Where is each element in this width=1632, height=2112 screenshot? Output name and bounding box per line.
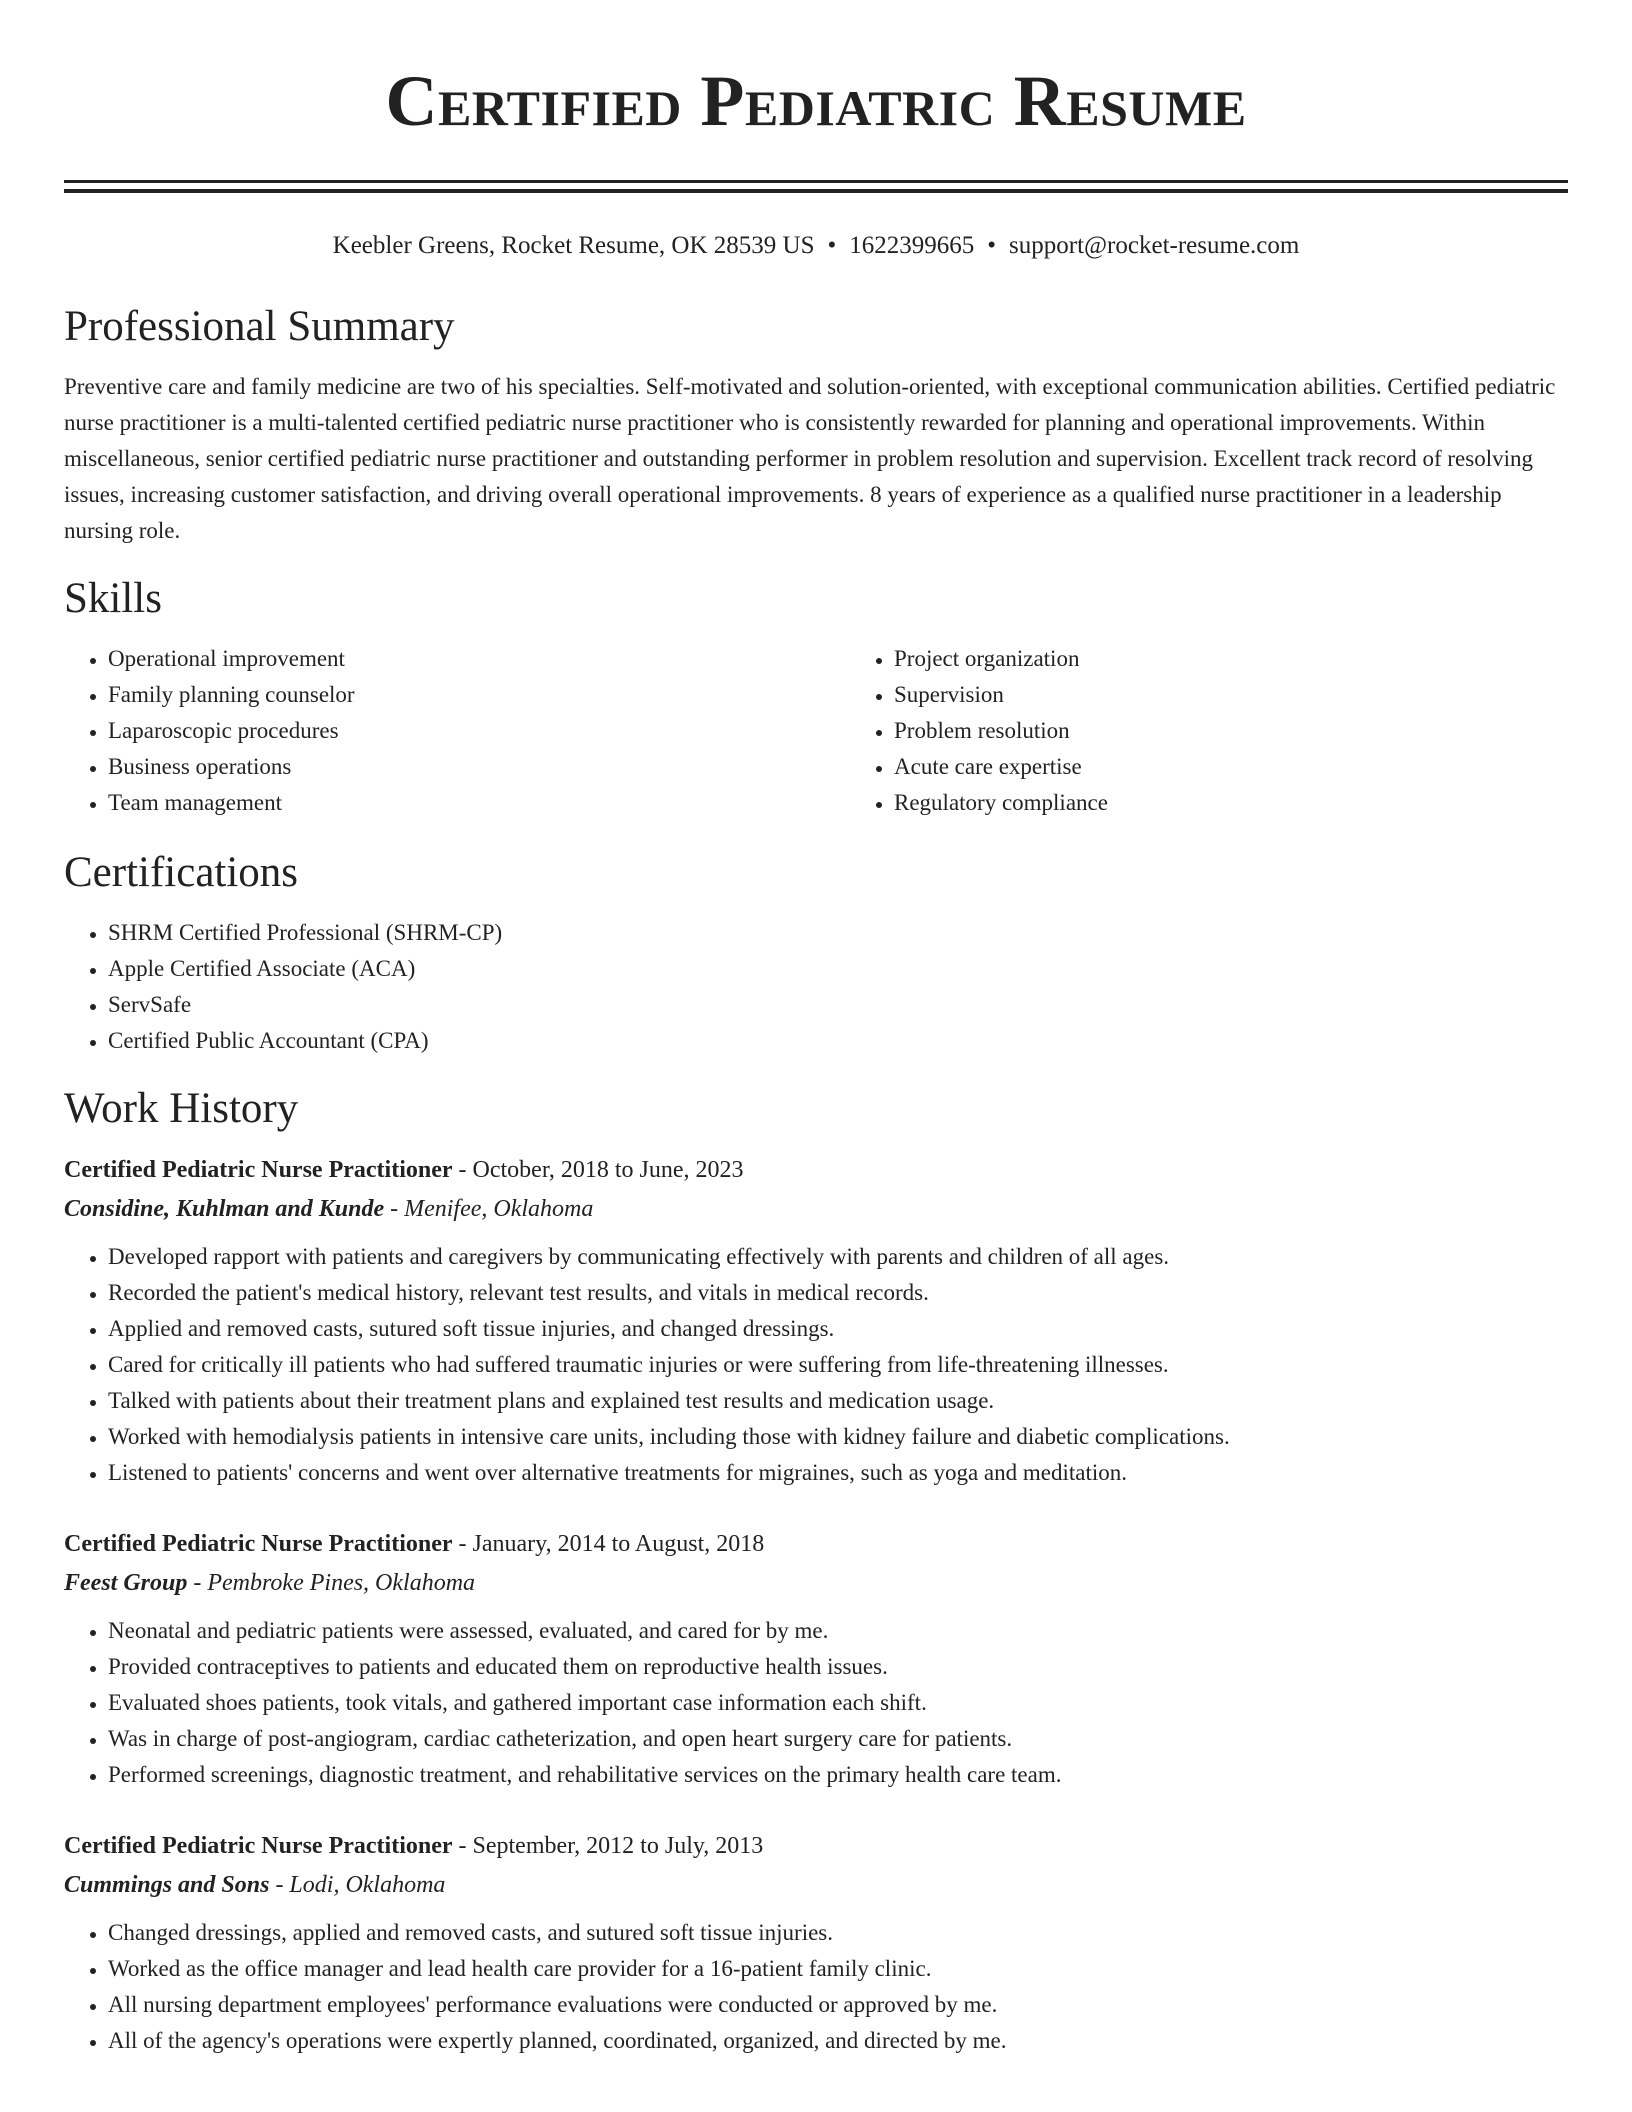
- title-divider-bottom: [64, 189, 1568, 193]
- contact-address: Keebler Greens, Rocket Resume, OK 28539 US: [332, 232, 815, 259]
- job-duty: • Applied and removed casts, sutured soft tissue injuries, and changed dressings.: [108, 1311, 1568, 1347]
- skill-item: • Supervision: [894, 677, 1632, 713]
- summary-heading: Professional Summary: [64, 303, 455, 350]
- job-company-line: [64, 1189, 1568, 1229]
- job-duty: • Evaluated shoes patients, took vitals, and gathered important case information each shift.: [108, 1685, 1568, 1721]
- skills-list-left: [64, 641, 850, 821]
- job-duty: • Cared for critically ill patients who had suffered traumatic injuries or were suffering from life-threatening illnesses.: [108, 1347, 1568, 1383]
- job-company-line: [64, 1865, 1568, 1905]
- skill-item: • Regulatory compliance: [894, 785, 1632, 821]
- skills-list-right: [850, 641, 1632, 821]
- job-title-line: [64, 1827, 1568, 1865]
- job-title: Certified Pediatric Nurse Practitioner: [64, 1157, 453, 1183]
- job-location: - Menifee, Oklahoma: [384, 1196, 594, 1222]
- certification-item: • SHRM Certified Professional (SHRM-CP): [108, 915, 1568, 951]
- job-duty: • All nursing department employees' performance evaluations were conducted or approved by me.: [108, 1987, 1568, 2023]
- job-dates: - September, 2012 to July, 2013: [452, 1833, 764, 1859]
- job-duty: • Talked with patients about their treatment plans and explained test results and medication usage.: [108, 1383, 1568, 1419]
- certifications-heading: Certifications: [64, 849, 299, 896]
- skill-item: • Team management: [108, 785, 850, 821]
- work-history-heading: Work History: [64, 1085, 299, 1132]
- job-duty: • Performed screenings, diagnostic treatment, and rehabilitative services on the primary health care team.: [108, 1757, 1568, 1793]
- summary-text: Preventive care and family medicine are two of his specialties. Self-motivated and solution-oriented, with exceptional communication abilities. Certified pediatric nurse practitioner is a multi-talented certified pediatric nurse practitioner who is consistently rewarded for planning and operational improvements. Within miscellaneous, senior certified pediatric nurse practitioner and outstanding performer in problem resolution and supervision. Excellent track record of resolving issues, increasing customer satisfaction, and driving overall operational improvements. 8 years of experience as a qualified nurse practitioner in a leadership nursing role.: [64, 374, 1556, 543]
- skill-item: • Problem resolution: [894, 713, 1632, 749]
- job-company-line: [64, 1563, 1568, 1603]
- job-duties-list: [64, 1613, 1568, 1793]
- job-duty: • Worked with hemodialysis patients in intensive care units, including those with kidney failure and diabetic complications.: [108, 1419, 1568, 1455]
- skill-item: • Business operations: [108, 749, 850, 785]
- job-location: - Pembroke Pines, Oklahoma: [187, 1570, 476, 1596]
- certification-item: • Apple Certified Associate (ACA): [108, 951, 1568, 987]
- job-title-line: [64, 1151, 1568, 1189]
- certification-item: • Certified Public Accountant (CPA): [108, 1023, 1568, 1059]
- job-duty: • Developed rapport with patients and caregivers by communicating effectively with parents and children of all ages.: [108, 1239, 1568, 1275]
- contact-separator: •: [987, 232, 997, 259]
- job-dates: - October, 2018 to June, 2023: [452, 1157, 744, 1183]
- contact-phone: 1622399665: [849, 232, 975, 259]
- contact-separator: •: [827, 232, 837, 259]
- job-duty: • Worked as the office manager and lead health care provider for a 16-patient family clinic.: [108, 1951, 1568, 1987]
- skill-item: • Acute care expertise: [894, 749, 1632, 785]
- contact-email: support@rocket-resume.com: [1009, 232, 1300, 259]
- skill-item: • Project organization: [894, 641, 1632, 677]
- job-duty: • Recorded the patient's medical history, relevant test results, and vitals in medical records.: [108, 1275, 1568, 1311]
- resume-title: Certified Pediatric Resume: [385, 61, 1247, 141]
- job-duty: • Neonatal and pediatric patients were assessed, evaluated, and cared for by me.: [108, 1613, 1568, 1649]
- job-duty: • Changed dressings, applied and removed casts, and sutured soft tissue injuries.: [108, 1915, 1568, 1951]
- job-duty: • Was in charge of post-angiogram, cardiac catheterization, and open heart surgery care for patients.: [108, 1721, 1568, 1757]
- skill-item: • Laparoscopic procedures: [108, 713, 850, 749]
- skill-item: • Operational improvement: [108, 641, 850, 677]
- title-divider-top: [64, 180, 1568, 183]
- job-title-line: [64, 1525, 1568, 1563]
- contact-line: [64, 229, 1568, 263]
- job-duties-list: [64, 1239, 1568, 1491]
- job-entry: [64, 1827, 1568, 2059]
- job-duty: • Listened to patients' concerns and went over alternative treatments for migraines, such as yoga and meditation.: [108, 1455, 1568, 1491]
- skill-item: • Family planning counselor: [108, 677, 850, 713]
- skills-columns: [64, 641, 1568, 821]
- certifications-list: [64, 915, 1568, 1059]
- job-entry: [64, 1525, 1568, 1793]
- job-company: Cummings and Sons: [64, 1872, 270, 1898]
- job-duty: • All of the agency's operations were expertly planned, coordinated, organized, and directed by me.: [108, 2023, 1568, 2059]
- certification-item: • ServSafe: [108, 987, 1568, 1023]
- job-title: Certified Pediatric Nurse Practitioner: [64, 1833, 453, 1859]
- job-duties-list: [64, 1915, 1568, 2059]
- job-location: - Lodi, Oklahoma: [269, 1872, 446, 1898]
- job-dates: - January, 2014 to August, 2018: [452, 1531, 765, 1557]
- job-duty: • Provided contraceptives to patients and educated them on reproductive health issues.: [108, 1649, 1568, 1685]
- job-company: Feest Group: [64, 1570, 188, 1596]
- job-entry: [64, 1151, 1568, 1491]
- job-company: Considine, Kuhlman and Kunde: [64, 1196, 385, 1222]
- skills-heading: Skills: [64, 575, 162, 622]
- job-title: Certified Pediatric Nurse Practitioner: [64, 1531, 453, 1557]
